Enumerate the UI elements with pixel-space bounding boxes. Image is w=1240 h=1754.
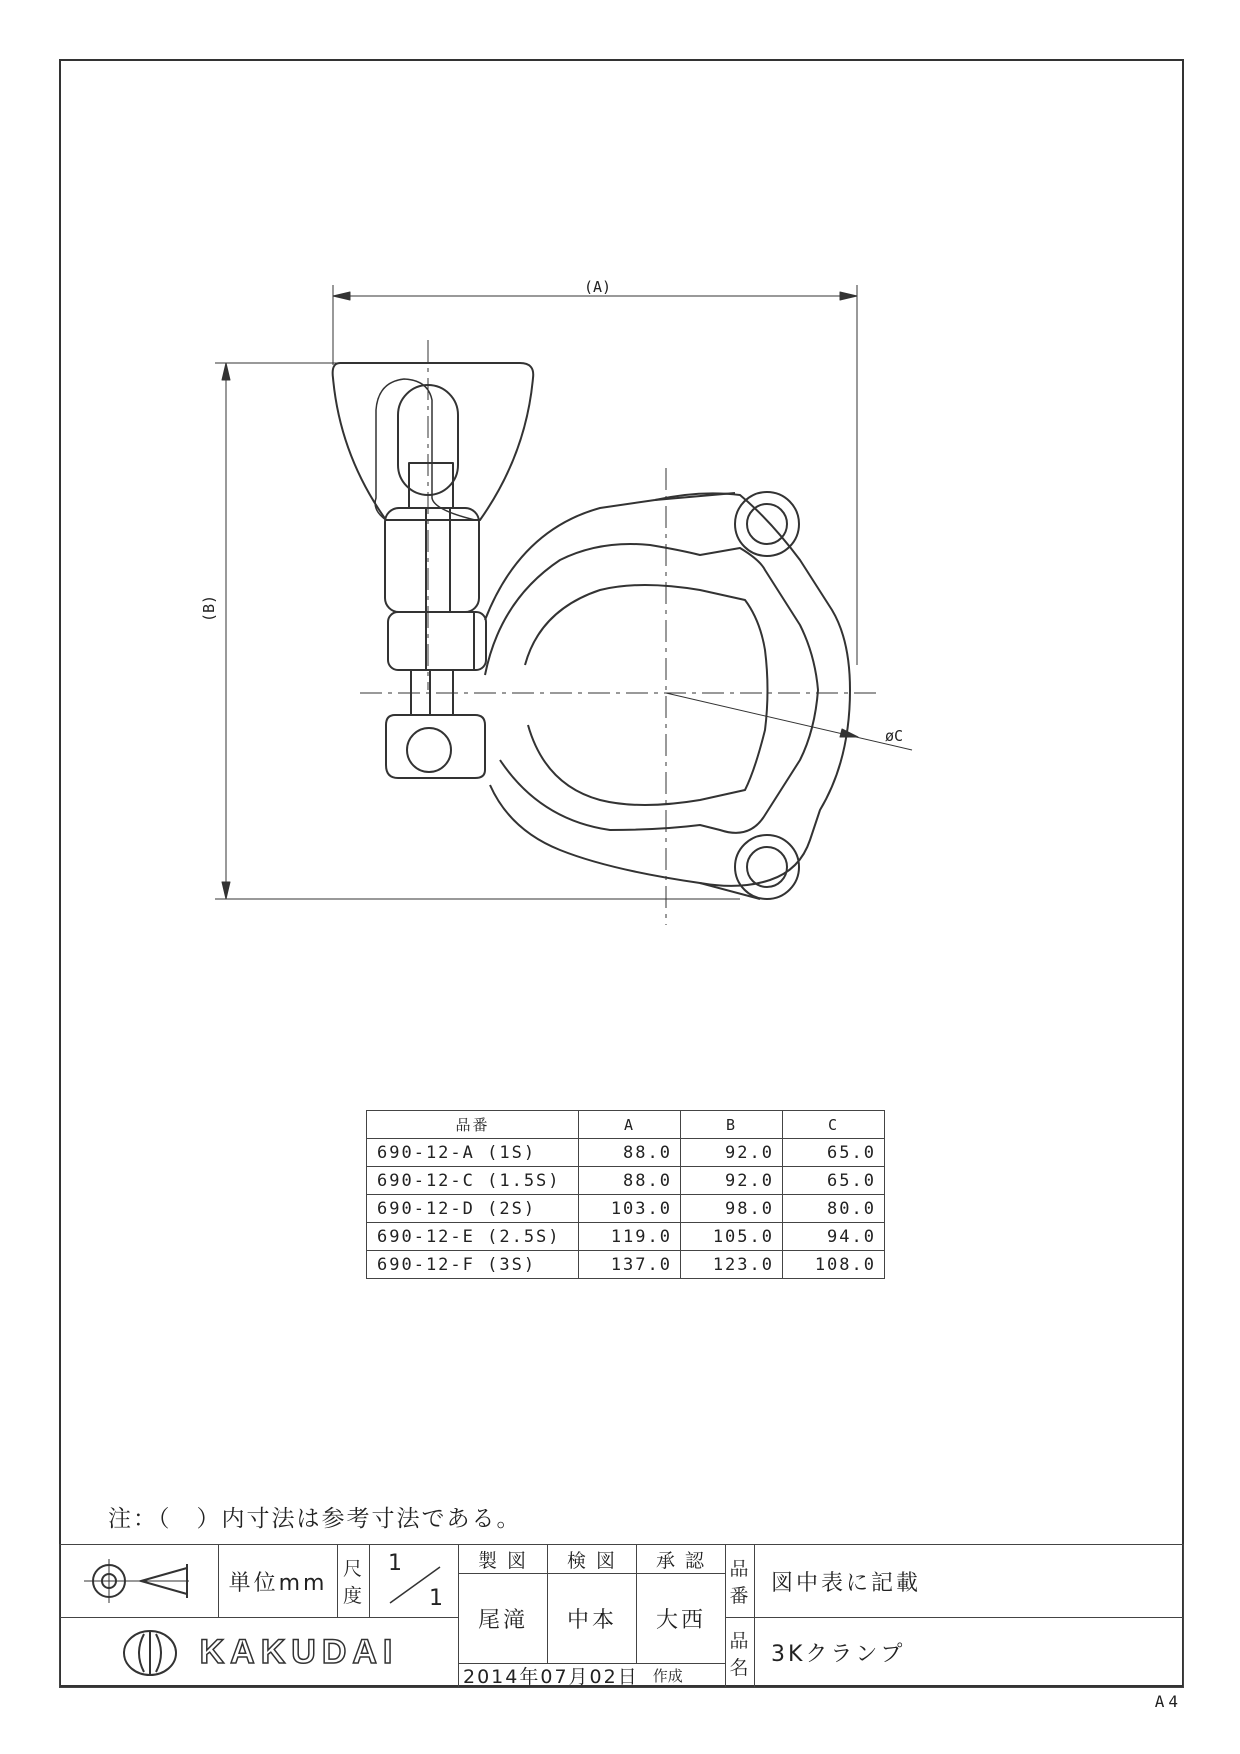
checked-by-cell [547,1573,637,1664]
part-name-label-cell [725,1617,755,1688]
part-no-value-cell [754,1544,1184,1618]
hinge-bottom [735,835,799,899]
header-part-no: 品番 [367,1111,579,1139]
scale-numerator: 1 [388,1551,405,1576]
scale-denominator: 1 [429,1586,446,1611]
lower-lug [386,715,485,778]
header-a: A [579,1111,681,1139]
cell-b: 105.0 [681,1223,783,1251]
dimension-c [666,693,912,750]
scale-label-cell [337,1544,370,1618]
dim-c-label: øC [885,727,904,745]
part-no-label-top: 品 [729,1558,751,1580]
dimension-a [333,285,857,665]
part-name-label-bottom: 名 [729,1656,751,1679]
brand-cell [59,1617,459,1688]
dim-b-label: (B) [200,594,218,622]
cell-c: 108.0 [783,1251,885,1279]
scale-label-top: 尺 [342,1558,364,1580]
header-b: B [681,1111,783,1139]
part-no-label-cell [725,1544,755,1618]
date-text: 2014年07月02日 [463,1666,639,1688]
note-text: 注：（ ）内寸法は参考寸法である。 [108,1506,522,1532]
part-name-value-cell [754,1617,1184,1688]
cell-b: 98.0 [681,1195,783,1223]
dimension-b [215,363,740,899]
header-c: C [783,1111,885,1139]
cell-a: 88.0 [579,1139,681,1167]
cell-part-no: 690-12-C (1.5S) [367,1167,579,1195]
table-row [367,1251,885,1279]
checked-header-cell [547,1544,637,1574]
drawn-header-cell [458,1544,548,1574]
cell-a: 119.0 [579,1223,681,1251]
cell-part-no: 690-12-D (2S) [367,1195,579,1223]
part-no-label-bottom: 番 [729,1585,751,1607]
cell-c: 65.0 [783,1167,885,1195]
unit-cell [218,1544,338,1618]
spec-table [366,1110,885,1279]
cell-b: 92.0 [681,1167,783,1195]
clamp-body [485,493,850,886]
drawn-by-cell [458,1573,548,1664]
projection-symbol-cell [59,1544,219,1618]
checked-by: 中本 [566,1608,617,1633]
cell-part-no: 690-12-E (2.5S) [367,1223,579,1251]
scale-slash-icon [370,1545,460,1619]
checked-header: 検 図 [566,1549,618,1572]
drawn-by: 尾滝 [477,1608,528,1633]
part-name-value: 3Kクランプ [771,1642,906,1667]
wing-nut [333,363,534,520]
approved-header-cell [636,1544,726,1574]
date-cell [458,1663,726,1688]
approved-header: 承 認 [655,1549,707,1572]
cell-b: 123.0 [681,1251,783,1279]
cell-a: 88.0 [579,1167,681,1195]
table-row [367,1195,885,1223]
cell-a: 103.0 [579,1195,681,1223]
approved-by-cell [636,1573,726,1664]
table-row [367,1167,885,1195]
unit-label: 単位mm [228,1570,328,1596]
part-name-label-top: 品 [729,1629,751,1652]
table-row [367,1139,885,1167]
part-no-value: 図中表に記載 [771,1570,922,1596]
scale-value-cell [369,1544,459,1618]
date-suffix: 作成 [652,1667,683,1685]
cell-c: 94.0 [783,1223,885,1251]
table-row [367,1223,885,1251]
drawn-header: 製 図 [477,1549,529,1572]
approved-by: 大西 [655,1608,706,1633]
cell-a: 137.0 [579,1251,681,1279]
cell-c: 80.0 [783,1195,885,1223]
cell-c: 65.0 [783,1139,885,1167]
third-angle-projection-icon [79,1556,199,1606]
paper-size-label: A4 [1154,1692,1182,1711]
table-header-row [367,1111,885,1139]
cell-part-no: 690-12-F (3S) [367,1251,579,1279]
scale-label-bottom: 度 [342,1585,364,1607]
hinge-top [735,492,799,556]
kakudai-logo-icon [120,1628,180,1678]
cell-b: 92.0 [681,1139,783,1167]
cell-part-no: 690-12-A (1S) [367,1139,579,1167]
brand-name: KAKUDAI [199,1633,399,1671]
dim-a-label: (A) [584,278,612,296]
centerlines [360,340,880,925]
